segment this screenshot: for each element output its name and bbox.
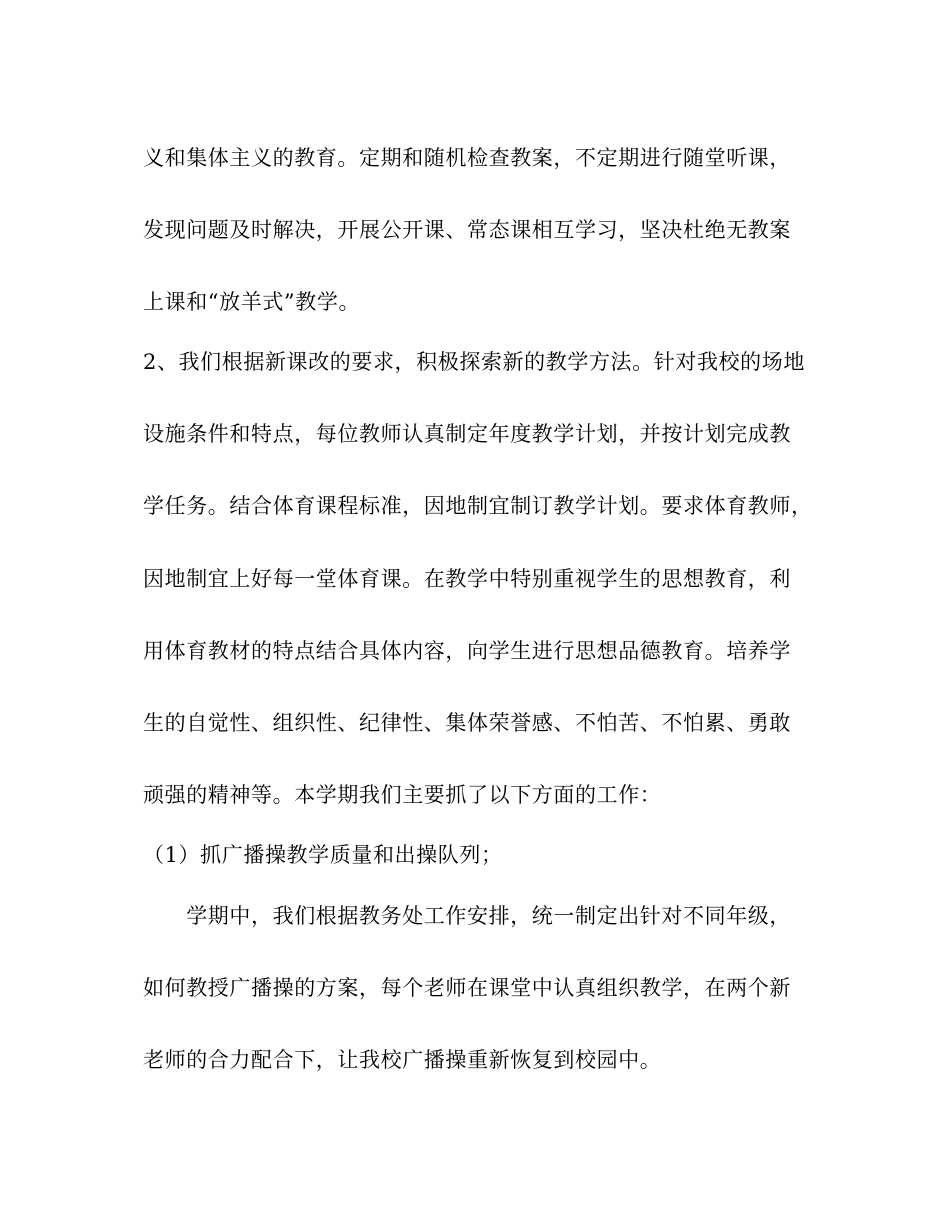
paragraph-line: 老师的合力配合下，让我校广播操重新恢复到校园中。 <box>143 1048 662 1072</box>
paragraph-line: 学任务。结合体育课程标准，因地制宜制订教学计划。要求体育教师， <box>143 494 813 518</box>
paragraph-line: 因地制宜上好每一堂体育课。在教学中特别重视学生的思想教育，利 <box>143 567 791 591</box>
paragraph-line: 用体育教材的特点结合具体内容，向学生进行思想品德教育。培养学 <box>143 639 791 663</box>
paragraph-line: 生的自觉性、组织性、纪律性、集体荣誉感、不怕苦、不怕累、勇敢 <box>143 711 791 735</box>
paragraph-line: 如何教授广播操的方案，每个老师在课堂中认真组织教学，在两个新 <box>143 976 791 1000</box>
paragraph-line: 学期中，我们根据教务处工作安排，统一制定出针对不同年级， <box>143 904 791 928</box>
section-heading: （1）抓广播操教学质量和出操队列； <box>143 843 503 867</box>
paragraph-line: 设施条件和特点，每位教师认真制定年度教学计划，并按计划完成教 <box>143 422 791 446</box>
paragraph-line: 发现问题及时解决，开展公开课、常态课相互学习，坚决杜绝无教案 <box>143 218 791 242</box>
paragraph-line: 上课和“放羊式”教学。 <box>143 290 361 314</box>
paragraph-line: 2、我们根据新课改的要求，积极探索新的教学方法。针对我校的场地 <box>143 350 805 374</box>
paragraph-line: 义和集体主义的教育。定期和随机检查教案，不定期进行随堂听课， <box>143 146 791 170</box>
paragraph-line: 顽强的精神等。本学期我们主要抓了以下方面的工作： <box>143 783 662 807</box>
